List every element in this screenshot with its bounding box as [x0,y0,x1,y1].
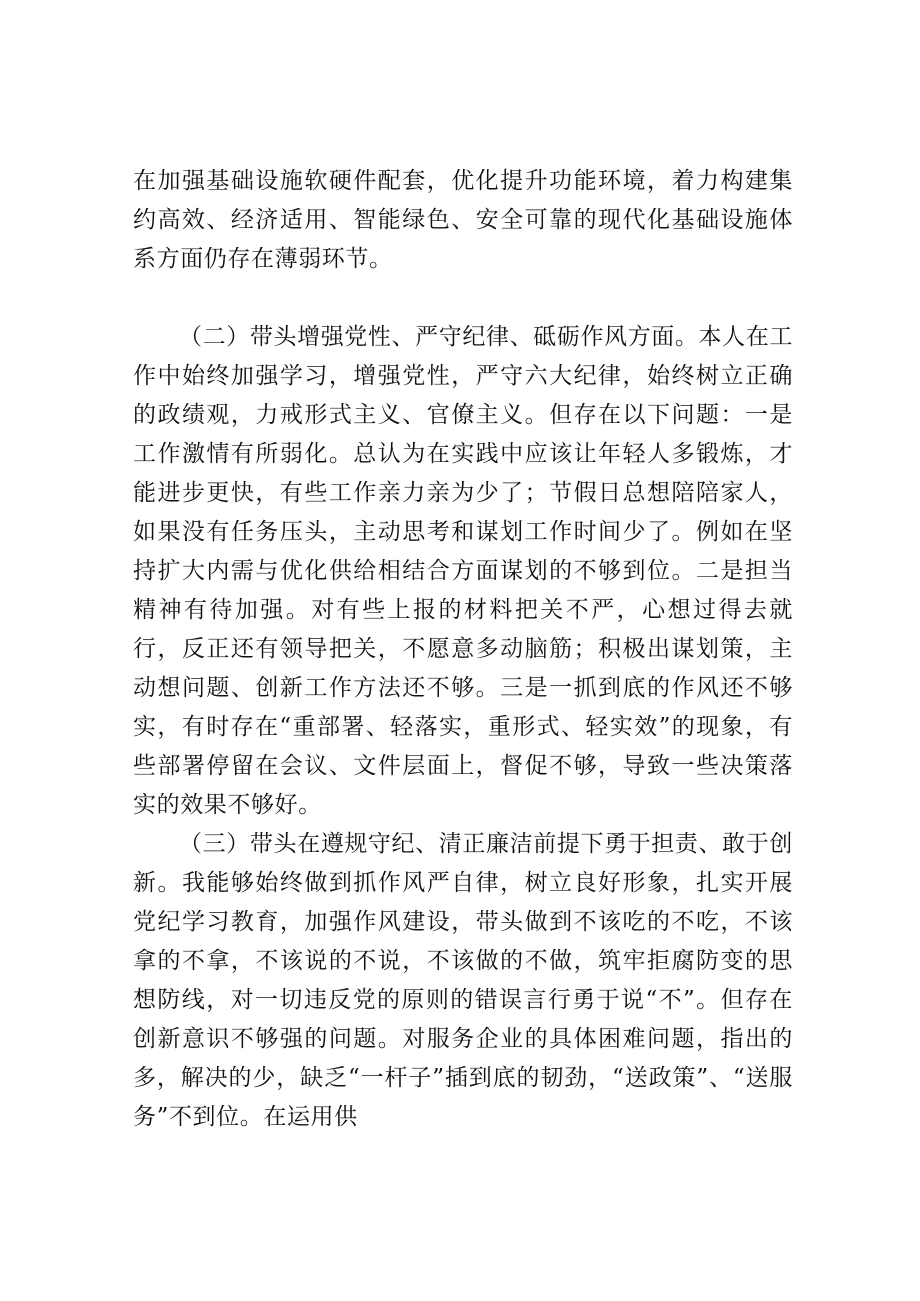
document-paragraph-continuation [133,162,793,279]
document-paragraph-section-2 [133,318,793,825]
paragraph-text: （三）带头在遵规守纪、清正廉洁前提下勇于担责、敢于创新。我能够始终做到抓作风严自律，树立良好形象，扎实开展党纪学习教育，加强作风建设，带头做到不该吃的不吃，不该拿的不拿，不该说的不说，不该做的不做，筑牢拒腐防变的思想防线，对一切违反党的原则的错误言行勇于说“不”。但存在创新意识不够强的问题。对服务企业的具体困难问题，指出的多，解决的少，缺乏“一杆子”插到底的韧劲，“送政策”、“送服务”不到位。在运用供 [133,831,793,1130]
paragraph-text: （二）带头增强党性、严守纪律、砥砺作风方面。本人在工作中始终加强学习，增强党性，严守六大纪律，始终树立正确的政绩观，力戒形式主义、官僚主义。但存在以下问题：一是工作激情有所弱化。总认为在实践中应该让年轻人多锻炼，才能进步更快，有些工作亲力亲为少了；节假日总想陪陪家人，如果没有任务压头，主动思考和谋划工作时间少了。例如在坚持扩大内需与优化供给相结合方面谋划的不够到位。二是担当精神有待加强。对有些上报的材料把关不严，心想过得去就行，反正还有领导把关，不愿意多动脑筋；积极出谋划策，主动想问题、创新工作方法还不够。三是一抓到底的作风还不够实，有时存在“重部署、轻落实，重形式、轻实效”的现象，有些部署停留在会议、文件层面上，督促不够，导致一些决策落实的效果不够好。 [133,324,793,818]
document-paragraph-section-3 [133,825,793,1137]
paragraph-text: 在加强基础设施软硬件配套，优化提升功能环境，着力构建集约高效、经济适用、智能绿色、安全可靠的现代化基础设施体系方面仍存在薄弱环节。 [133,168,793,272]
